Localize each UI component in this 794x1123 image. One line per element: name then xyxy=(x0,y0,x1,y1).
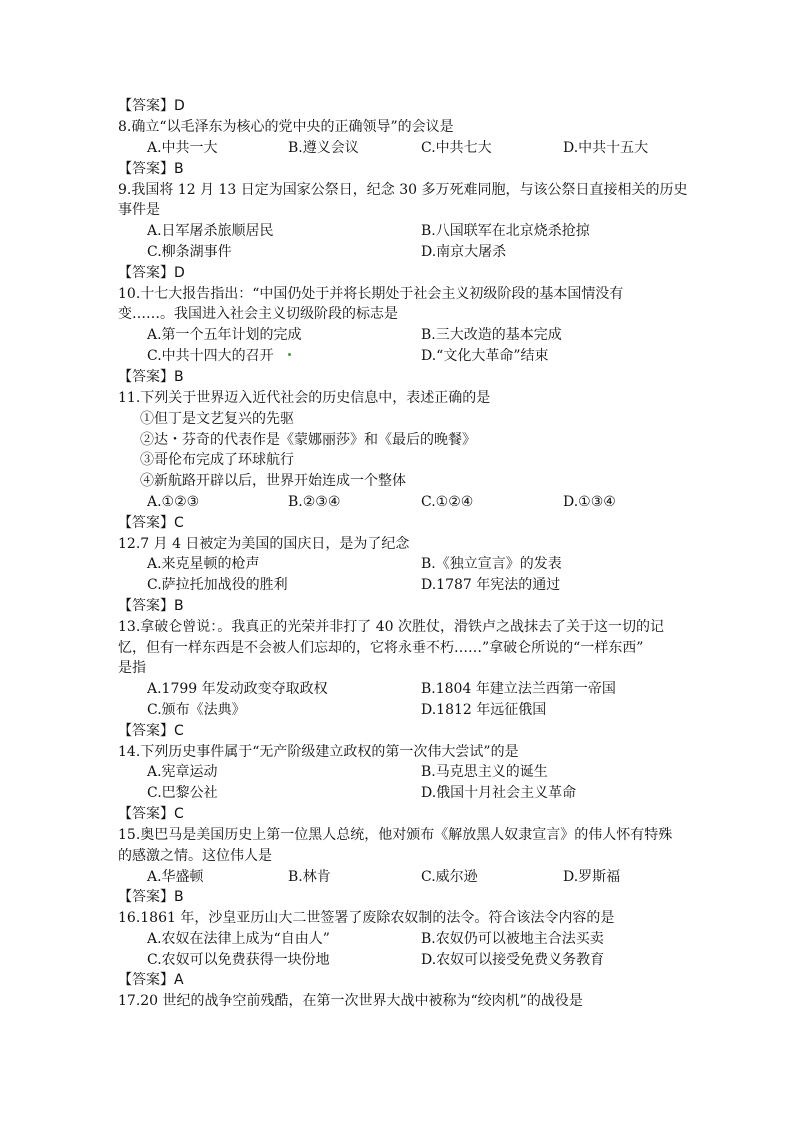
question-9-stem-line1: 9.我国将 12 月 13 日定为国家公祭日，纪念 30 多万死难同胞，与该公祭日直接相关的历史 xyxy=(118,182,688,198)
question-13-stem-line3: 是指 xyxy=(118,660,146,676)
answer-q13: 【答案】C xyxy=(118,723,184,739)
question-13-stem-line1: 13.拿破仑曾说：。我真正的光荣并非打了 40 次胜仗，滑铁卢之战抹去了关于这一切的记 xyxy=(118,619,664,635)
q15-option-d: D.罗斯福 xyxy=(563,869,621,885)
answer-q8: 【答案】B xyxy=(118,161,184,177)
q13-option-c: C.颁布《法典》 xyxy=(147,702,246,718)
question-15-stem-line1: 15.奥巴马是美国历史上第一位黑人总统，他对颁布《解放黑人奴隶宣言》的伟人怀有特殊 xyxy=(118,827,673,843)
stray-green-dot xyxy=(288,353,291,356)
q13-option-d: D.1812 年远征俄国 xyxy=(421,702,547,718)
q9-option-b: B.八国联军在北京烧杀抢掠 xyxy=(421,223,590,239)
q16-option-d: D.农奴可以接受免费义务教育 xyxy=(421,952,605,968)
q14-option-a: A.宪章运动 xyxy=(147,764,218,780)
q8-option-c: C.中共七大 xyxy=(421,140,492,156)
question-17-stem: 17.20 世纪的战争空前残酷，在第一次世界大战中被称为“绞肉机”的战役是 xyxy=(118,993,583,1009)
q11-option-a: A.①②③ xyxy=(147,494,200,510)
question-10-stem-line1: 10.十七大报告指出：“中国仍处于并将长期处于社会主义初级阶段的基本国情没有 xyxy=(118,286,624,302)
answer-q14: 【答案】C xyxy=(118,806,184,822)
q11-item-4: ④新航路开辟以后，世界开始连成一个整体 xyxy=(140,473,406,489)
question-12-stem: 12.7 月 4 日被定为美国的国庆日，是为了纪念 xyxy=(118,536,410,552)
q10-option-a: A.第一个五年计划的完成 xyxy=(147,327,302,343)
q16-option-c: C.农奴可以免费获得一块份地 xyxy=(147,952,330,968)
answer-q7: 【答案】D xyxy=(118,98,185,114)
q12-option-c: C.萨拉托加战役的胜利 xyxy=(147,577,288,593)
q8-option-d: D.中共十五大 xyxy=(563,140,649,156)
q15-option-c: C.威尔逊 xyxy=(421,869,478,885)
q8-option-a: A.中共一大 xyxy=(147,140,218,156)
answer-q10: 【答案】B xyxy=(118,369,184,385)
q9-option-d: D.南京大屠杀 xyxy=(421,244,507,260)
q11-option-d: D.①③④ xyxy=(563,494,616,510)
q12-option-a: A.来克星顿的枪声 xyxy=(147,556,260,572)
q14-option-d: D.俄国十月社会主义革命 xyxy=(421,785,577,801)
question-10-stem-line2: 变……。我国进入社会主义切级阶段的标志是 xyxy=(118,306,398,322)
question-13-stem-line2: 忆，但有一样东西是不会被人们忘却的，它将永垂不朽……”拿破仑所说的“一样东西” xyxy=(118,640,644,656)
answer-q11: 【答案】C xyxy=(118,515,184,531)
answer-q12: 【答案】B xyxy=(118,598,184,614)
answer-q16: 【答案】A xyxy=(118,972,184,988)
answer-q9: 【答案】D xyxy=(118,265,185,281)
q11-option-c: C.①②④ xyxy=(421,494,474,510)
question-8-stem: 8.确立“以毛泽东为核心的党中央的正确领导”的会议是 xyxy=(118,119,454,135)
q16-option-a: A.农奴在法律上成为“自由人” xyxy=(147,931,330,947)
q10-option-b: B.三大改造的基本完成 xyxy=(421,327,562,343)
q9-option-c: C.柳条湖事件 xyxy=(147,244,232,260)
q8-option-b: B.遵义会议 xyxy=(288,140,359,156)
question-16-stem: 16.1861 年，沙皇亚历山大二世签署了废除农奴制的法令。符合该法令内容的是 xyxy=(118,910,615,926)
q11-item-1: ①但丁是文艺复兴的先驱 xyxy=(140,411,294,427)
q14-option-b: B.马克思主义的诞生 xyxy=(421,764,548,780)
q11-item-2: ②达・芬奇的代表作是《蒙娜丽莎》和《最后的晚餐》 xyxy=(140,432,476,448)
q11-item-3: ③哥伦布完成了环球航行 xyxy=(140,452,294,468)
q10-option-d: D.“文化大革命”结束 xyxy=(421,348,549,364)
question-9-stem-line2: 事件是 xyxy=(118,202,160,218)
q12-option-d: D.1787 年宪法的通过 xyxy=(421,577,561,593)
q12-option-b: B.《独立宣言》的发表 xyxy=(421,556,562,572)
q15-option-a: A.华盛顿 xyxy=(147,869,204,885)
question-15-stem-line2: 的感激之情。这位伟人是 xyxy=(118,848,272,864)
q16-option-b: B.农奴仍可以被地主合法买卖 xyxy=(421,931,604,947)
q14-option-c: C.巴黎公社 xyxy=(147,785,218,801)
q15-option-b: B.林肯 xyxy=(288,869,331,885)
question-11-stem: 11.下列关于世界迈入近代社会的历史信息中，表述正确的是 xyxy=(118,390,491,406)
question-14-stem: 14.下列历史事件属于“无产阶级建立政权的第一次伟大尝试”的是 xyxy=(118,744,519,760)
q10-option-c: C.中共十四大的召开 xyxy=(147,348,274,364)
q9-option-a: A.日军屠杀旅顺居民 xyxy=(147,223,274,239)
q11-option-b: B.②③④ xyxy=(288,494,341,510)
answer-q15: 【答案】B xyxy=(118,889,184,905)
q13-option-b: B.1804 年建立法兰西第一帝国 xyxy=(421,681,616,697)
q13-option-a: A.1799 年发动政变夺取政权 xyxy=(147,681,328,697)
